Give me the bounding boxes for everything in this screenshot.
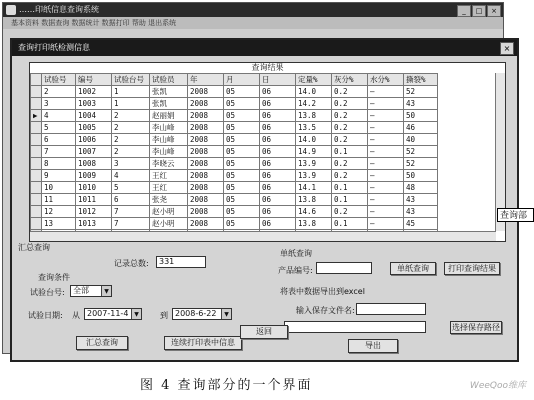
- table-cell[interactable]: 2008: [188, 170, 224, 182]
- date-to-picker[interactable]: [172, 308, 232, 320]
- table-cell[interactable]: 赵小明: [150, 206, 188, 218]
- table-cell[interactable]: 王红: [150, 170, 188, 182]
- table-cell[interactable]: 3: [42, 98, 76, 110]
- table-cell[interactable]: 14.6: [296, 206, 332, 218]
- table-row[interactable]: [31, 134, 438, 146]
- column-header[interactable]: 灰分%: [332, 74, 368, 86]
- table-cell[interactable]: 11: [42, 194, 76, 206]
- table-cell[interactable]: 13.8: [296, 110, 332, 122]
- table-cell[interactable]: —: [368, 146, 404, 158]
- table-cell[interactable]: 2008: [188, 182, 224, 194]
- single-query-button[interactable]: 单纸查询: [390, 262, 436, 275]
- continuous-print-button[interactable]: 连续打印表中信息: [164, 336, 242, 350]
- table-cell[interactable]: 14.2: [296, 98, 332, 110]
- file-name-label: 输入保存文件名:: [296, 306, 355, 315]
- table-cell[interactable]: 0.2: [332, 110, 368, 122]
- table-cell[interactable]: 张凯: [150, 98, 188, 110]
- table-cell[interactable]: [150, 242, 188, 243]
- table-cell[interactable]: [260, 242, 296, 243]
- table-cell[interactable]: 1008: [76, 158, 112, 170]
- query-window-title-bar: [12, 40, 517, 56]
- table-cell[interactable]: 12: [42, 206, 76, 218]
- file-name-input[interactable]: [356, 303, 426, 315]
- table-cell[interactable]: —: [368, 86, 404, 98]
- table-cell[interactable]: 2: [42, 86, 76, 98]
- row-indicator: [31, 98, 42, 110]
- column-header[interactable]: 月: [224, 74, 260, 86]
- table-cell[interactable]: 5: [112, 182, 150, 194]
- table-cell[interactable]: 李山峰: [150, 134, 188, 146]
- conditions-heading: 查询条件: [38, 273, 70, 282]
- table-cell[interactable]: 05: [224, 98, 260, 110]
- table-cell[interactable]: 06: [260, 110, 296, 122]
- table-cell[interactable]: [224, 242, 260, 243]
- table-cell[interactable]: 赵丽娟: [150, 110, 188, 122]
- row-indicator: [31, 86, 42, 98]
- table-row[interactable]: [31, 242, 438, 243]
- maximize-button[interactable]: □: [472, 5, 486, 17]
- table-cell[interactable]: 13.9: [296, 170, 332, 182]
- table-cell[interactable]: 05: [224, 134, 260, 146]
- table-cell[interactable]: 1005: [76, 122, 112, 134]
- table-row[interactable]: [31, 86, 438, 98]
- background-window-title: ……印纸信息查询系统: [19, 5, 99, 14]
- table-cell[interactable]: 46: [404, 122, 438, 134]
- table-cell[interactable]: —: [368, 182, 404, 194]
- table-cell[interactable]: 06: [260, 158, 296, 170]
- single-heading: 单纸查询: [280, 249, 312, 258]
- results-table[interactable]: [30, 73, 438, 242]
- table-cell[interactable]: 48: [404, 182, 438, 194]
- print-result-button[interactable]: 打印查询结果: [444, 262, 500, 275]
- row-indicator: [31, 146, 42, 158]
- table-cell[interactable]: —: [368, 158, 404, 170]
- date-from-label: 从: [72, 311, 80, 320]
- record-count-field[interactable]: 331: [156, 256, 206, 268]
- column-header[interactable]: 定量%: [296, 74, 332, 86]
- table-cell[interactable]: 14.0: [296, 134, 332, 146]
- background-title-bar: [3, 3, 503, 17]
- table-cell[interactable]: 06: [260, 122, 296, 134]
- table-cell[interactable]: 1002: [76, 86, 112, 98]
- table-cell[interactable]: 2: [112, 110, 150, 122]
- table-cell[interactable]: 50: [404, 110, 438, 122]
- table-cell[interactable]: 2: [112, 146, 150, 158]
- table-cell[interactable]: 14.1: [296, 182, 332, 194]
- table-cell[interactable]: —: [368, 110, 404, 122]
- table-cell[interactable]: 2008: [188, 194, 224, 206]
- table-cell[interactable]: 李晓云: [150, 158, 188, 170]
- table-cell[interactable]: 1004: [76, 110, 112, 122]
- column-header[interactable]: 编号: [76, 74, 112, 86]
- row-indicator: [31, 122, 42, 134]
- table-cell[interactable]: [404, 242, 438, 243]
- table-cell[interactable]: 52: [404, 86, 438, 98]
- table-row[interactable]: [31, 218, 438, 230]
- table-cell[interactable]: 8: [42, 158, 76, 170]
- row-indicator: [31, 134, 42, 146]
- back-button[interactable]: 返回: [240, 325, 288, 339]
- column-header[interactable]: 年: [188, 74, 224, 86]
- table-row[interactable]: [31, 170, 438, 182]
- table-cell[interactable]: 4: [42, 110, 76, 122]
- table-cell[interactable]: [188, 242, 224, 243]
- table-cell[interactable]: 2008: [188, 158, 224, 170]
- close-button[interactable]: ×: [487, 5, 501, 17]
- table-cell[interactable]: 王红: [150, 182, 188, 194]
- table-row[interactable]: [31, 122, 438, 134]
- table-cell[interactable]: 2008: [188, 110, 224, 122]
- table-cell[interactable]: 06: [260, 134, 296, 146]
- table-cell[interactable]: 1010: [76, 182, 112, 194]
- table-row[interactable]: [31, 206, 438, 218]
- row-indicator: [31, 218, 42, 230]
- table-cell[interactable]: 05: [224, 122, 260, 134]
- table-cell[interactable]: 40: [404, 134, 438, 146]
- date-to-arrow-icon[interactable]: ▼: [221, 309, 231, 319]
- column-header[interactable]: 日: [260, 74, 296, 86]
- table-cell[interactable]: 6: [112, 194, 150, 206]
- table-cell[interactable]: 2008: [188, 134, 224, 146]
- table-cell[interactable]: 10: [42, 182, 76, 194]
- table-cell[interactable]: 1011: [76, 194, 112, 206]
- choose-path-button[interactable]: 选择保存路径: [452, 323, 500, 332]
- background-window-controls: [457, 5, 501, 17]
- table-row[interactable]: [31, 98, 438, 110]
- table-cell[interactable]: 52: [404, 158, 438, 170]
- column-header[interactable]: 试验号: [42, 74, 76, 86]
- watermark-logo: WeeQoo维库: [469, 381, 526, 391]
- table-cell[interactable]: 2008: [188, 86, 224, 98]
- date-from-value: 2007-11-4: [87, 309, 129, 318]
- date-label: 试验日期:: [28, 311, 63, 320]
- table-cell[interactable]: 1003: [76, 98, 112, 110]
- table-cell[interactable]: [332, 242, 368, 243]
- table-cell[interactable]: 7: [112, 206, 150, 218]
- row-indicator: [31, 194, 42, 206]
- query-window-title: 查询打印纸检测信息: [18, 43, 90, 52]
- table-cell[interactable]: 2008: [188, 98, 224, 110]
- table-cell[interactable]: —: [368, 206, 404, 218]
- table-row[interactable]: [31, 110, 438, 122]
- date-from-arrow-icon[interactable]: ▼: [131, 309, 141, 319]
- table-cell[interactable]: 13.5: [296, 122, 332, 134]
- table-cell[interactable]: 06: [260, 206, 296, 218]
- product-number-input[interactable]: [316, 262, 372, 274]
- summary-query-button[interactable]: 汇总查询: [76, 336, 128, 350]
- table-cell[interactable]: 2: [112, 134, 150, 146]
- table-cell[interactable]: —: [368, 218, 404, 230]
- table-cell[interactable]: 9: [42, 170, 76, 182]
- table-cell[interactable]: 0.2: [332, 158, 368, 170]
- table-cell[interactable]: 05: [224, 182, 260, 194]
- table-row[interactable]: [31, 146, 438, 158]
- table-cell[interactable]: —: [368, 170, 404, 182]
- table-cell[interactable]: 14.9: [296, 146, 332, 158]
- bench-select-value: 全部: [73, 286, 89, 295]
- table-cell[interactable]: 13: [42, 218, 76, 230]
- export-button[interactable]: 导出: [348, 339, 398, 353]
- bench-label: 试验台号:: [30, 288, 65, 297]
- row-indicator: [31, 182, 42, 194]
- table-cell[interactable]: 0.1: [332, 182, 368, 194]
- spacer: [242, 354, 288, 357]
- table-cell[interactable]: —: [368, 98, 404, 110]
- table-cell[interactable]: —: [368, 134, 404, 146]
- save-path-field[interactable]: [284, 321, 426, 333]
- table-cell[interactable]: 4: [112, 170, 150, 182]
- table-cell[interactable]: 05: [224, 158, 260, 170]
- table-cell[interactable]: 0.1: [332, 146, 368, 158]
- column-header[interactable]: 试验台号: [112, 74, 150, 86]
- query-tooltip: 查询部: [497, 208, 534, 222]
- column-header[interactable]: 水分%: [368, 74, 404, 86]
- table-cell[interactable]: 2008: [188, 206, 224, 218]
- table-cell[interactable]: 7: [42, 146, 76, 158]
- row-indicator: [31, 206, 42, 218]
- table-row[interactable]: [31, 194, 438, 206]
- grid-caption: 查询结果: [251, 63, 284, 72]
- background-menu-bar[interactable]: 基本资料 数据查询 数据统计 数据打印 帮助 退出系统: [3, 17, 503, 29]
- table-cell[interactable]: 13.9: [296, 158, 332, 170]
- table-cell[interactable]: 0.2: [332, 134, 368, 146]
- results-grid[interactable]: [29, 62, 506, 242]
- bench-select[interactable]: [70, 285, 112, 297]
- table-cell[interactable]: 2: [112, 122, 150, 134]
- table-cell[interactable]: [368, 242, 404, 243]
- table-cell[interactable]: 06: [260, 146, 296, 158]
- table-cell[interactable]: 05: [224, 146, 260, 158]
- table-cell[interactable]: 05: [224, 194, 260, 206]
- app-icon: [6, 5, 16, 15]
- table-cell[interactable]: [76, 242, 112, 243]
- table-cell[interactable]: 1006: [76, 134, 112, 146]
- table-cell[interactable]: 6: [42, 134, 76, 146]
- table-cell[interactable]: 1009: [76, 170, 112, 182]
- date-to-value: 2008-6-22: [175, 309, 217, 318]
- table-cell[interactable]: 1012: [76, 206, 112, 218]
- table-cell[interactable]: 52: [404, 146, 438, 158]
- table-cell[interactable]: 赵小明: [150, 218, 188, 230]
- date-to-label: 到: [160, 311, 168, 320]
- minimize-button[interactable]: _: [457, 5, 471, 17]
- date-from-picker[interactable]: [84, 308, 142, 320]
- close-icon[interactable]: ×: [500, 42, 514, 55]
- table-cell[interactable]: 14.0: [296, 86, 332, 98]
- table-cell[interactable]: 0.2: [332, 86, 368, 98]
- table-cell[interactable]: 0.1: [332, 194, 368, 206]
- table-cell[interactable]: 0.2: [332, 122, 368, 134]
- table-cell[interactable]: 06: [260, 218, 296, 230]
- table-cell[interactable]: 43: [404, 194, 438, 206]
- table-cell[interactable]: 7: [112, 218, 150, 230]
- table-cell[interactable]: —: [368, 122, 404, 134]
- table-row[interactable]: [31, 158, 438, 170]
- product-number-label: 产品编号:: [278, 266, 313, 275]
- table-cell[interactable]: 0.2: [332, 98, 368, 110]
- table-cell[interactable]: 1013: [76, 218, 112, 230]
- record-count-label: 记录总数:: [114, 259, 149, 268]
- table-cell[interactable]: 0.2: [332, 170, 368, 182]
- table-cell[interactable]: 06: [260, 170, 296, 182]
- table-cell[interactable]: 43: [404, 206, 438, 218]
- table-cell[interactable]: 06: [260, 86, 296, 98]
- table-cell[interactable]: 06: [260, 182, 296, 194]
- table-row[interactable]: [31, 182, 438, 194]
- table-cell[interactable]: 李山峰: [150, 122, 188, 134]
- figure-caption: 图 4 查询部分的一个界面: [140, 378, 313, 393]
- table-cell[interactable]: 05: [224, 206, 260, 218]
- dropdown-arrow-icon[interactable]: ▼: [101, 286, 111, 296]
- table-cell[interactable]: 06: [260, 98, 296, 110]
- horizontal-scrollbar[interactable]: [30, 231, 496, 241]
- table-cell[interactable]: 13.8: [296, 218, 332, 230]
- row-indicator-header: [31, 74, 42, 86]
- table-cell[interactable]: 43: [404, 98, 438, 110]
- table-cell[interactable]: 1: [112, 98, 150, 110]
- table-cell[interactable]: 05: [224, 86, 260, 98]
- table-cell[interactable]: 13.8: [296, 194, 332, 206]
- table-cell[interactable]: 05: [224, 218, 260, 230]
- table-cell[interactable]: 3: [112, 158, 150, 170]
- table-cell[interactable]: [112, 242, 150, 243]
- table-cell[interactable]: 5: [42, 122, 76, 134]
- table-cell[interactable]: 张尧: [150, 194, 188, 206]
- current-row-arrow-icon: ▶: [31, 110, 42, 122]
- column-header[interactable]: 撕裂%: [404, 74, 438, 86]
- table-cell[interactable]: [296, 242, 332, 243]
- table-cell[interactable]: 2008: [188, 122, 224, 134]
- table-cell[interactable]: 2008: [188, 146, 224, 158]
- table-cell[interactable]: 0.1: [332, 218, 368, 230]
- table-cell[interactable]: 张凯: [150, 86, 188, 98]
- table-cell[interactable]: 2008: [188, 218, 224, 230]
- summary-heading: 汇总查询: [18, 243, 50, 252]
- table-cell[interactable]: 05: [224, 110, 260, 122]
- column-header[interactable]: 试验员: [150, 74, 188, 86]
- table-cell[interactable]: 05: [224, 170, 260, 182]
- query-window: [10, 38, 519, 362]
- table-cell[interactable]: 50: [404, 170, 438, 182]
- table-cell[interactable]: 1007: [76, 146, 112, 158]
- table-cell[interactable]: —: [368, 194, 404, 206]
- table-cell[interactable]: 0.2: [332, 206, 368, 218]
- table-cell[interactable]: 1: [112, 86, 150, 98]
- table-cell[interactable]: 45: [404, 218, 438, 230]
- export-heading: 将表中数据导出到excel: [280, 287, 365, 296]
- table-cell[interactable]: 06: [260, 194, 296, 206]
- row-indicator: [31, 170, 42, 182]
- row-indicator: [31, 158, 42, 170]
- table-cell[interactable]: 李山峰: [150, 146, 188, 158]
